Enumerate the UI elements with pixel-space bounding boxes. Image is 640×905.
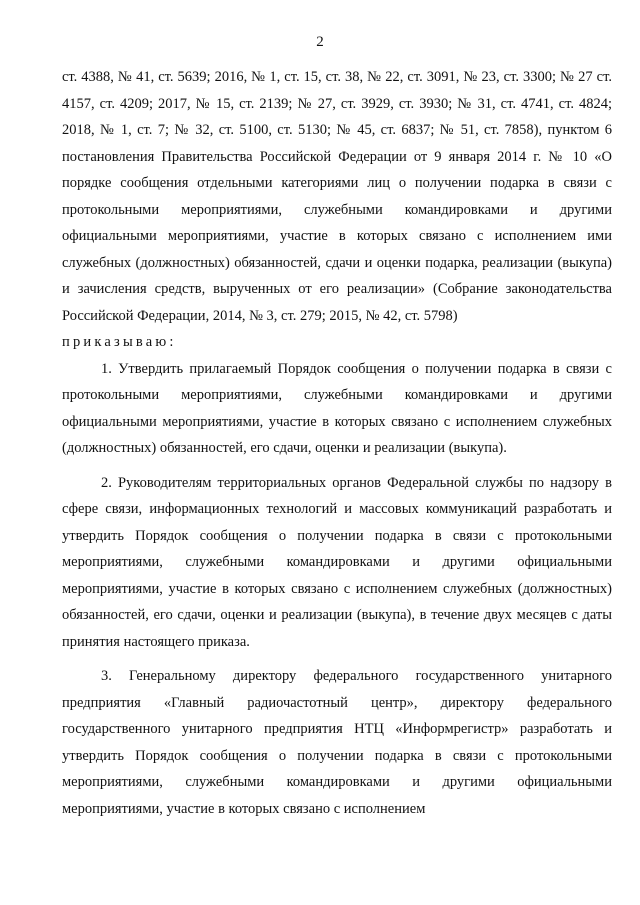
order-word: приказываю:: [62, 334, 177, 350]
order-word-paragraph: [62, 329, 612, 356]
item-1-paragraph: 1. Утвердить прилагаемый Порядок сообщения о получении подарка в связи с протокольными мероприятиями, служебными командировками и другими официальными мероприятиями, участие в которых связано с исполнением служебных (должностных) обязанностей, его сдачи, оценки и реализации (выкупа).: [62, 360, 612, 456]
document-body: [62, 64, 612, 822]
page-number: 2: [316, 34, 324, 50]
item-2-paragraph: 2. Руководителям территориальных органов Федеральной службы по надзору в сфере связи, информационных технологий и массовых коммуникаций разработать и утвердить Порядок сообщения о получении подарка в связи с протокольными мероприятиями, служебными командировками и другими официальными мероприятиями, участие в которых связано с исполнением служебных (должностных) обязанностей, его сдачи, оценки и реализации (выкупа), в течение двух месяцев с даты принятия настоящего приказа.: [62, 474, 612, 650]
intro-paragraph: ст. 4388, № 41, ст. 5639; 2016, № 1, ст. 15, ст. 38, № 22, ст. 3091, № 23, ст. 3300; № 27 ст. 4157, ст. 4209; 2017, № 15, ст. 2139; № 27, ст. 3929, ст. 3930; № 31, ст. 4741, ст. 4824; 2018, № 1, ст. 7; № 32, ст. 5100, ст. 5130; № 45, ст. 6837; № 51, ст. 7858), пунктом 6 постановления Правительства Российской Федерации от 9 января 2014 г. № 10 «О порядке сообщения отдельными категориями лиц о получении подарка в связи с протокольными мероприятиями, служебными командировками и другими официальными мероприятиями, участие в которых связано с исполнением ими служебных (должностных) обязанностей, сдачи и оценки подарка, реализации (выкупа) и зачисления средств, вырученных от его реализации» (Собрание законодательства Российской Федерации, 2014, № 3, ст. 279; 2015, № 42, ст. 5798): [62, 69, 612, 324]
item-3-paragraph: 3. Генеральному директору федерального государственного унитарного предприятия «Главный радиочастотный центр», директору федерального государственного унитарного предприятия НТЦ «Информрегистр» разработать и утвердить Порядок сообщения о получении подарка в связи с протокольными мероприятиями, служебными командировками и другими официальными мероприятиями, участие в которых связано с исполнением: [62, 668, 612, 817]
